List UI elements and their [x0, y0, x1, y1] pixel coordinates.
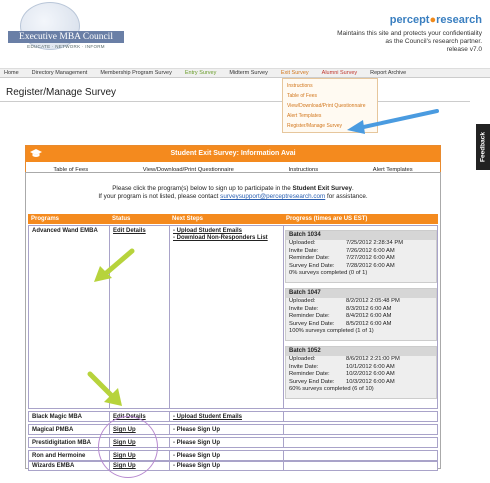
link-alert-templates[interactable]: Alert Templates [372, 166, 413, 173]
column-divider [169, 226, 170, 408]
column-divider [109, 412, 110, 421]
batch-name: Batch 1047 [286, 289, 436, 298]
batch-card [285, 230, 437, 283]
column-divider [283, 462, 284, 470]
intro-text: Please click the program(s) below to sign up to participate in the [112, 185, 293, 192]
batch-value: 8/3/2012 6:00 AM [346, 305, 392, 312]
table-header [28, 214, 438, 224]
menu-item-questionnaire[interactable]: View/Download/Print Questionnaire [287, 103, 366, 109]
batch-completion: 60% surveys completed (6 of 10) [289, 386, 374, 392]
table-row [28, 424, 438, 435]
batch-uploaded [286, 240, 436, 248]
batch-completion: 0% surveys completed (0 of 1) [289, 270, 368, 276]
menu-item-table-of-fees[interactable]: Table of Fees [287, 93, 318, 99]
column-divider [283, 438, 284, 447]
title-divider [0, 101, 470, 102]
survey-name: Student Exit Survey [292, 185, 352, 192]
column-divider [169, 451, 170, 460]
col-header-status: Status [112, 216, 131, 222]
batch-card [285, 346, 437, 399]
program-name: Magical PMBA [32, 427, 74, 433]
table-row [28, 461, 438, 471]
upload-student-emails-link[interactable]: - Upload Student Emails [173, 414, 243, 420]
column-divider [283, 451, 284, 460]
tagline-line: as the Council's research partner. [385, 38, 482, 45]
sign-up-link[interactable]: Sign Up [113, 463, 136, 469]
next-step-text: - Please Sign Up [173, 453, 221, 459]
column-divider [169, 412, 170, 421]
edit-details-link[interactable]: Edit Details [113, 228, 146, 234]
program-name: Prestidigitation MBA [32, 440, 92, 446]
col-header-programs: Programs [31, 216, 60, 222]
batch-reminder-date [286, 255, 436, 263]
batch-value: 10/3/2012 6:00 AM [346, 378, 395, 385]
brand-suffix: research [436, 14, 482, 26]
batch-value: 8/4/2012 6:00 AM [346, 313, 392, 319]
next-step-text: - Please Sign Up [173, 440, 221, 446]
table-row [28, 450, 438, 461]
batch-label: Survey End Date: [289, 262, 335, 269]
batch-label: Invite Date: [289, 363, 319, 370]
batch-reminder-date [286, 313, 436, 321]
program-name: Wizards EMBA [32, 463, 75, 469]
link-table-of-fees[interactable]: Table of Fees [53, 166, 89, 173]
nav-midterm-survey[interactable]: Midterm Survey [229, 70, 268, 76]
release-version: release v7.0 [446, 46, 482, 53]
batch-label: Survey End Date: [289, 320, 335, 327]
batch-label: Uploaded: [289, 240, 316, 246]
nav-membership-program-survey[interactable]: Membership Program Survey [100, 70, 172, 76]
feedback-tab[interactable]: Feedback [476, 124, 490, 170]
site-header [0, 0, 490, 68]
intro-text: . [352, 185, 354, 192]
column-divider [169, 425, 170, 434]
survey-info-header [26, 146, 440, 162]
batch-value: 7/26/2012 6:00 AM [346, 247, 395, 254]
support-email-link[interactable]: surveysupport@perceptresearch.com [220, 193, 326, 200]
nav-report-archive[interactable]: Report Archive [370, 70, 407, 76]
column-divider [283, 412, 284, 421]
menu-item-register-manage-survey[interactable]: Register/Manage Survey [287, 123, 343, 129]
table-row [28, 437, 438, 448]
blue-arrow-annotation [345, 108, 440, 134]
nav-exit-survey[interactable]: Exit Survey [280, 70, 309, 76]
batch-label: Reminder Date: [289, 313, 330, 319]
batch-end-date [286, 321, 436, 329]
survey-info-title: Student Exit Survey: Information Avai [170, 150, 296, 157]
batch-label: Invite Date: [289, 305, 319, 312]
menu-item-alert-templates[interactable]: Alert Templates [287, 113, 322, 119]
batch-value: 10/1/2012 6:00 AM [346, 363, 395, 370]
batch-value: 10/2/2012 6:00 AM [346, 371, 395, 377]
batch-value: 7/27/2012 6:00 AM [346, 255, 395, 261]
menu-item-instructions[interactable]: Instructions [287, 83, 313, 89]
header-tagline [282, 30, 482, 54]
nav-home[interactable]: Home [4, 70, 19, 76]
column-divider [283, 226, 284, 408]
tagline-line: Maintains this site and protects your confidentiality [337, 30, 482, 37]
column-divider [169, 438, 170, 447]
emba-council-logo[interactable] [6, 2, 124, 64]
logo-tagline: EDUCATE · NETWORK · INFORM [27, 44, 105, 49]
green-arrow-annotation [86, 370, 126, 408]
program-name: Black Magic MBA [32, 414, 83, 420]
batch-name: Batch 1052 [286, 347, 436, 356]
batch-label: Reminder Date: [289, 255, 330, 261]
signup-instructions [26, 185, 440, 201]
col-header-progress: Progress (times are US EST) [286, 216, 368, 222]
batch-label: Uploaded: [289, 298, 316, 304]
page-title: Register/Manage Survey [6, 87, 117, 98]
batch-value: 7/25/2012 2:28:34 PM [346, 240, 404, 246]
col-header-next-steps: Next Steps [172, 216, 204, 222]
sign-up-link[interactable]: Sign Up [113, 427, 136, 433]
batch-label: Invite Date: [289, 247, 319, 254]
sign-up-link[interactable]: Sign Up [113, 440, 136, 446]
logo-title: Executive MBA Council [8, 31, 124, 43]
brand-name: percept [389, 14, 430, 26]
program-name: Ron and Hermoine [32, 453, 86, 459]
batch-label: Survey End Date: [289, 378, 335, 385]
percept-research-logo [390, 14, 482, 26]
batch-label: Reminder Date: [289, 371, 330, 377]
batch-uploaded [286, 298, 436, 306]
column-divider [169, 462, 170, 470]
intro-text: for assistance. [325, 193, 368, 200]
batch-invite-date [286, 248, 436, 256]
batch-label: Uploaded: [289, 356, 316, 362]
batch-invite-date [286, 306, 436, 314]
batch-value: 7/28/2012 6:00 AM [346, 262, 395, 269]
edit-details-link[interactable]: Edit Details [113, 414, 146, 420]
upload-student-emails-link[interactable]: - Upload Student Emails [173, 228, 243, 234]
download-non-responders-link[interactable]: - Download Non-Responders List [173, 235, 268, 241]
green-arrow-annotation [92, 248, 136, 284]
batch-reminder-date [286, 371, 436, 379]
batch-name: Batch 1034 [286, 231, 436, 240]
sign-up-link[interactable]: Sign Up [113, 453, 136, 459]
batch-card [285, 288, 437, 341]
program-signup-panel [25, 172, 441, 469]
nav-directory-management[interactable]: Directory Management [31, 70, 88, 76]
batch-uploaded [286, 356, 436, 364]
column-divider [283, 425, 284, 434]
nav-entry-survey[interactable]: Entry Survey [184, 70, 217, 76]
next-step-text: - Please Sign Up [173, 427, 221, 433]
batch-end-date [286, 263, 436, 271]
batch-value: 8/6/2012 2:21:00 PM [346, 356, 400, 362]
purple-circle-annotation [98, 416, 158, 478]
program-name: Advanced Wand EMBA [32, 228, 98, 234]
batch-completion: 100% surveys completed (1 of 1) [289, 328, 374, 334]
main-nav [0, 68, 490, 78]
batch-value: 8/2/2012 2:05:48 PM [346, 298, 400, 304]
batch-end-date [286, 379, 436, 387]
batch-value: 8/5/2012 6:00 AM [346, 320, 392, 327]
batch-invite-date [286, 364, 436, 372]
table-row [28, 411, 438, 422]
intro-text: If your program is not listed, please contact [98, 193, 221, 200]
link-instructions[interactable]: Instructions [288, 166, 319, 173]
next-step-text: - Please Sign Up [173, 463, 221, 469]
link-questionnaire[interactable]: View/Download/Print Questionnaire [142, 166, 234, 173]
nav-alumni-survey[interactable]: Alumni Survey [321, 70, 358, 76]
brand-dot-icon: ● [429, 14, 437, 26]
